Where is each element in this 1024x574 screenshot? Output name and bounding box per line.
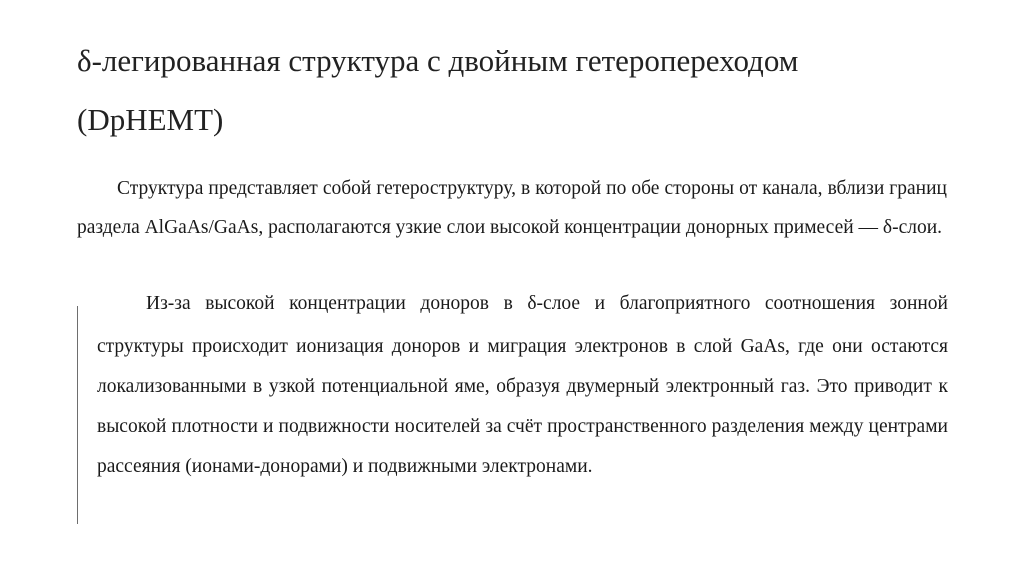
slide-title: δ-легированная структура с двойным гетеропереходом: [77, 43, 799, 78]
paragraph-structure-description: Структура представляет собой гетероструктуру, в которой по обе стороны от канала, вблизи границ раздела AlGaAs/GaAs, располагаются узкие слои высокой концентрации донорных примесей — δ-слои.: [77, 178, 947, 238]
paragraph-margin-bar: [77, 306, 78, 524]
paragraph-ionization-body: структуры происходит ионизация доноров и миграция электронов в слой GaAs, где они остаются локализованными в узкой потенциальной яме, образуя двумерный электронный газ. Это приводит к высокой плотности и подвижности носителей за счёт пространственного разделения между центрами рассеяния (ионами-донорами) и подвижными электронами.: [97, 336, 948, 477]
slide-title-continuation: (DpHEMT): [77, 102, 224, 137]
paragraph-ionization-first-line: Из-за высокой концентрации доноров в δ-слое и благоприятного соотношения зонной: [146, 293, 948, 314]
